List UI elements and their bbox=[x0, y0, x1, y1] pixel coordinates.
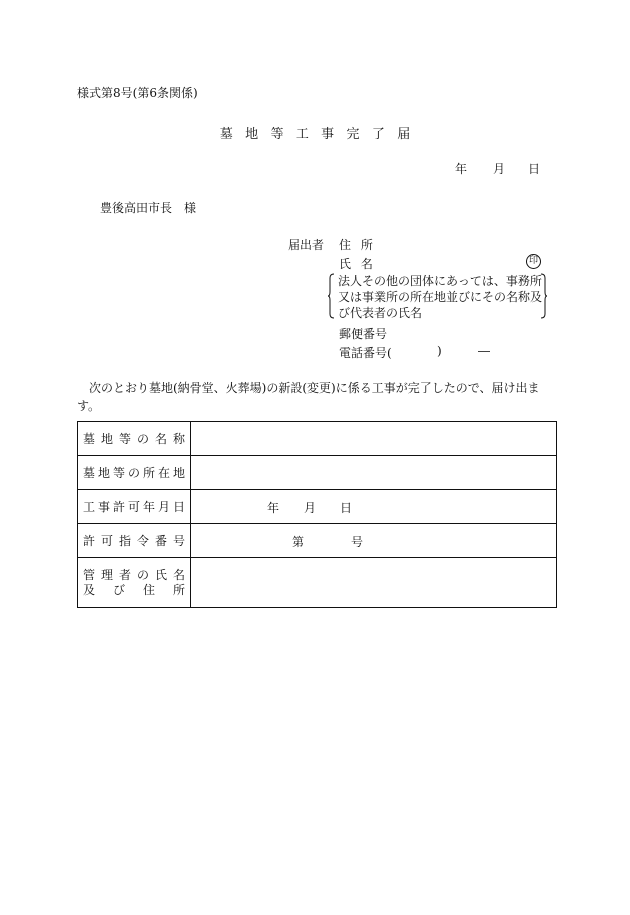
table-row bbox=[78, 524, 557, 558]
phone-paren-close: ) bbox=[437, 344, 442, 358]
right-bracket bbox=[541, 273, 547, 319]
left-bracket bbox=[328, 273, 334, 319]
permit-date-field[interactable] bbox=[191, 490, 557, 524]
permit-number-field[interactable] bbox=[191, 524, 557, 558]
cemetery-name-field[interactable] bbox=[191, 422, 557, 456]
manager-field[interactable] bbox=[191, 558, 557, 608]
manager-label-line1: 管理者の氏名 bbox=[83, 567, 185, 582]
permit-number-label: 許可指令番号 bbox=[78, 524, 191, 558]
table-row bbox=[78, 456, 557, 490]
details-table bbox=[77, 421, 557, 608]
organization-note: 法人その他の団体にあっては、事務所又は事業所の所在地並びにその名称及び代表者の氏名 bbox=[338, 274, 543, 320]
manager-label-line2: 及び住所 bbox=[83, 582, 185, 597]
applicant-role: 届出者 bbox=[288, 238, 325, 252]
permit-date-year: 年 bbox=[267, 500, 280, 515]
date-year: 年 bbox=[455, 162, 468, 176]
table-row bbox=[78, 422, 557, 456]
phone-dash: ― bbox=[478, 344, 490, 358]
cemetery-location-label: 墓地等の所在地 bbox=[78, 456, 191, 490]
permit-number-prefix: 第 bbox=[292, 534, 305, 549]
address-label: 住 所 bbox=[339, 238, 373, 252]
seal-mark: 印 bbox=[526, 254, 541, 269]
body-text: 次のとおり墓地(納骨堂、火葬場)の新設(変更)に係る工事が完了したので、届け出ます。 bbox=[77, 381, 540, 413]
date-day: 日 bbox=[528, 162, 541, 176]
phone-label: 電話番号( bbox=[339, 346, 392, 360]
permit-date-day: 日 bbox=[340, 500, 353, 515]
permit-date-month: 月 bbox=[304, 500, 317, 515]
document-title: 墓地等工事完了届 bbox=[219, 127, 423, 142]
cemetery-location-field[interactable] bbox=[191, 456, 557, 490]
postal-code-label: 郵便番号 bbox=[339, 327, 388, 341]
name-label: 氏 名 bbox=[339, 257, 373, 271]
table-row bbox=[78, 490, 557, 524]
cemetery-name-label: 墓地等の名称 bbox=[78, 422, 191, 456]
permit-number-suffix: 号 bbox=[351, 534, 364, 549]
manager-label bbox=[78, 558, 191, 608]
recipient: 豊後高田市長 様 bbox=[100, 201, 197, 215]
permit-date-label: 工事許可年月日 bbox=[78, 490, 191, 524]
table-row bbox=[78, 558, 557, 608]
form-number: 様式第8号(第6条関係) bbox=[77, 86, 198, 100]
date-month: 月 bbox=[493, 162, 506, 176]
